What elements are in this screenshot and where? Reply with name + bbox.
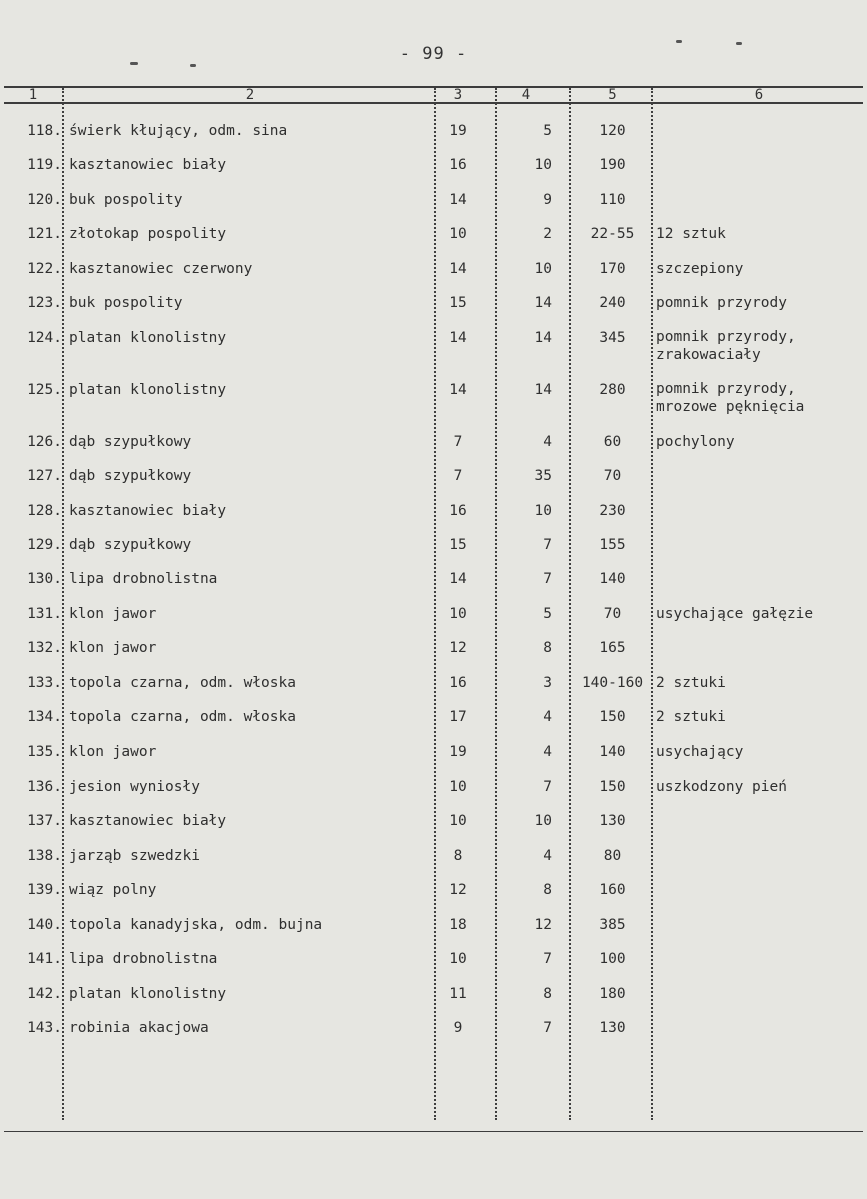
value-col-5: 140-160	[581, 675, 644, 691]
tree-name: lipa drobnolistna	[69, 571, 218, 587]
row-number: 127.	[27, 468, 62, 484]
tree-name: lipa drobnolistna	[69, 951, 218, 967]
row-number: 126.	[27, 434, 62, 450]
header-col-4: 4	[521, 87, 531, 103]
row-number: 143.	[27, 1020, 62, 1036]
row-number: 121.	[27, 226, 62, 242]
value-col-4: 10	[534, 261, 552, 277]
value-col-5: 165	[599, 640, 626, 656]
tree-name: jesion wyniosły	[69, 779, 200, 795]
value-col-4: 7	[543, 951, 552, 967]
note	[656, 155, 862, 175]
value-col-5: 140	[599, 571, 626, 587]
value-col-4: 10	[534, 157, 552, 173]
ink-speck	[190, 64, 196, 67]
value-col-3: 7	[453, 468, 463, 484]
column-separator	[495, 88, 497, 1120]
note	[656, 638, 862, 658]
tree-name: świerk kłujący, odm. sina	[69, 123, 288, 139]
tree-name: dąb szypułkowy	[69, 434, 192, 450]
tree-name: topola kanadyjska, odm. bujna	[69, 917, 323, 933]
note: pochylony	[656, 434, 735, 450]
value-col-3: 15	[449, 537, 467, 553]
value-col-4: 14	[534, 382, 552, 398]
value-col-3: 19	[449, 123, 467, 139]
note: uszkodzony pień	[656, 779, 787, 795]
value-col-4: 14	[534, 295, 552, 311]
value-col-4: 5	[543, 606, 552, 622]
tree-name: kasztanowiec biały	[69, 157, 227, 173]
value-col-4: 2	[543, 226, 552, 242]
column-separator	[62, 88, 64, 1120]
value-col-3: 16	[449, 157, 467, 173]
row-number: 134.	[27, 709, 62, 725]
row-number: 133.	[27, 675, 62, 691]
value-col-3: 18	[449, 917, 467, 933]
value-col-3: 14	[449, 192, 467, 208]
tree-name: robinia akacjowa	[69, 1020, 209, 1036]
tree-name: kasztanowiec czerwony	[69, 261, 253, 277]
note	[656, 501, 862, 521]
value-col-5: 100	[599, 951, 626, 967]
row-number: 119.	[27, 157, 62, 173]
header-col-6: 6	[754, 87, 764, 103]
value-col-4: 4	[543, 434, 552, 450]
value-col-3: 7	[453, 434, 463, 450]
tree-name: topola czarna, odm. włoska	[69, 675, 296, 691]
tree-name: platan klonolistny	[69, 330, 227, 346]
ink-speck	[130, 62, 138, 65]
note	[656, 984, 862, 1004]
ink-speck	[736, 42, 742, 45]
tree-name: klon jawor	[69, 606, 157, 622]
page-number: - 99 -	[399, 44, 468, 64]
tree-name: buk pospolity	[69, 295, 183, 311]
table-bottom-rule	[4, 1131, 863, 1132]
note	[656, 535, 862, 555]
value-col-4: 8	[543, 640, 552, 656]
value-col-4: 5	[543, 123, 552, 139]
value-col-5: 70	[603, 468, 622, 484]
note: szczepiony	[656, 261, 744, 277]
note	[656, 121, 862, 141]
column-separator	[651, 88, 653, 1120]
note	[656, 880, 862, 900]
header-col-3: 3	[453, 87, 463, 103]
value-col-5: 170	[599, 261, 626, 277]
note	[656, 190, 862, 210]
value-col-4: 4	[543, 709, 552, 725]
tree-name: buk pospolity	[69, 192, 183, 208]
note	[656, 811, 862, 831]
note	[656, 569, 862, 589]
header-col-5: 5	[608, 87, 617, 103]
value-col-3: 10	[449, 951, 467, 967]
value-col-5: 385	[599, 917, 626, 933]
value-col-5: 345	[599, 330, 626, 346]
note	[656, 466, 862, 486]
tree-name: kasztanowiec biały	[69, 813, 227, 829]
note: 2 sztuki	[656, 675, 726, 691]
value-col-3: 15	[449, 295, 467, 311]
tree-name: jarząb szwedzki	[69, 848, 200, 864]
value-col-5: 22-55	[590, 226, 635, 242]
row-number: 128.	[27, 503, 62, 519]
row-number: 120.	[27, 192, 62, 208]
value-col-5: 180	[599, 986, 626, 1002]
value-col-5: 155	[599, 537, 626, 553]
note: 2 sztuki	[656, 709, 726, 725]
value-col-4: 4	[543, 848, 552, 864]
ink-speck	[676, 40, 682, 43]
value-col-3: 17	[449, 709, 467, 725]
tree-name: klon jawor	[69, 744, 157, 760]
header-col-1: 1	[28, 87, 38, 103]
column-separator	[434, 88, 436, 1120]
value-col-5: 130	[599, 813, 626, 829]
row-number: 142.	[27, 986, 62, 1002]
value-col-5: 70	[603, 606, 622, 622]
value-col-5: 60	[603, 434, 622, 450]
value-col-4: 12	[534, 917, 552, 933]
value-col-5: 230	[599, 503, 626, 519]
header-col-2: 2	[245, 87, 255, 103]
note	[656, 1018, 862, 1038]
value-col-3: 10	[449, 813, 467, 829]
value-col-4: 10	[534, 813, 552, 829]
tree-name: kasztanowiec biały	[69, 503, 227, 519]
tree-name: platan klonolistny	[69, 382, 227, 398]
note	[656, 846, 862, 866]
value-col-3: 10	[449, 226, 467, 242]
value-col-4: 7	[543, 1020, 552, 1036]
value-col-5: 80	[603, 848, 622, 864]
tree-name: złotokap pospolity	[69, 226, 227, 242]
note	[656, 915, 862, 935]
value-col-5: 190	[599, 157, 626, 173]
value-col-3: 14	[449, 261, 467, 277]
value-col-4: 35	[534, 468, 552, 484]
column-separator	[569, 88, 571, 1120]
tree-name: klon jawor	[69, 640, 157, 656]
value-col-5: 110	[599, 192, 626, 208]
tree-name: dąb szypułkowy	[69, 537, 192, 553]
value-col-3: 14	[449, 571, 467, 587]
value-col-3: 9	[453, 1020, 463, 1036]
row-number: 131.	[27, 606, 62, 622]
tree-name: topola czarna, odm. włoska	[69, 709, 296, 725]
value-col-4: 7	[543, 537, 552, 553]
value-col-4: 4	[543, 744, 552, 760]
value-col-3: 12	[449, 882, 467, 898]
value-col-4: 10	[534, 503, 552, 519]
value-col-3: 12	[449, 640, 467, 656]
value-col-3: 8	[453, 848, 463, 864]
row-number: 139.	[27, 882, 62, 898]
value-col-5: 120	[599, 123, 626, 139]
note: pomnik przyrody, zrakowaciały	[656, 329, 796, 363]
value-col-3: 10	[449, 779, 467, 795]
value-col-3: 11	[449, 986, 467, 1002]
tree-name: wiąz polny	[69, 882, 157, 898]
note: 12 sztuk	[656, 226, 726, 242]
value-col-4: 9	[543, 192, 552, 208]
row-number: 136.	[27, 779, 62, 795]
value-col-3: 14	[449, 330, 467, 346]
value-col-5: 130	[599, 1020, 626, 1036]
row-number: 140.	[27, 917, 62, 933]
value-col-4: 3	[543, 675, 552, 691]
value-col-5: 240	[599, 295, 626, 311]
value-col-5: 150	[599, 779, 626, 795]
value-col-5: 150	[599, 709, 626, 725]
note: usychający	[656, 744, 744, 760]
note: pomnik przyrody, mrozowe pęknięcia	[656, 381, 805, 415]
value-col-5: 280	[599, 382, 626, 398]
row-number: 123.	[27, 295, 62, 311]
note	[656, 949, 862, 969]
note: pomnik przyrody	[656, 295, 787, 311]
tree-name: platan klonolistny	[69, 986, 227, 1002]
row-number: 118.	[27, 123, 62, 139]
value-col-3: 19	[449, 744, 467, 760]
row-number: 137.	[27, 813, 62, 829]
row-number: 130.	[27, 571, 62, 587]
row-number: 122.	[27, 261, 62, 277]
value-col-4: 7	[543, 779, 552, 795]
row-number: 138.	[27, 848, 62, 864]
value-col-5: 140	[599, 744, 626, 760]
value-col-3: 14	[449, 382, 467, 398]
row-number: 125.	[27, 382, 62, 398]
note: usychające gałęzie	[656, 606, 814, 622]
value-col-4: 8	[543, 882, 552, 898]
value-col-5: 160	[599, 882, 626, 898]
value-col-4: 8	[543, 986, 552, 1002]
value-col-3: 10	[449, 606, 467, 622]
value-col-4: 14	[534, 330, 552, 346]
tree-name: dąb szypułkowy	[69, 468, 192, 484]
row-number: 132.	[27, 640, 62, 656]
value-col-3: 16	[449, 675, 467, 691]
row-number: 141.	[27, 951, 62, 967]
row-number: 124.	[27, 330, 62, 346]
value-col-3: 16	[449, 503, 467, 519]
row-number: 135.	[27, 744, 62, 760]
value-col-4: 7	[543, 571, 552, 587]
row-number: 129.	[27, 537, 62, 553]
